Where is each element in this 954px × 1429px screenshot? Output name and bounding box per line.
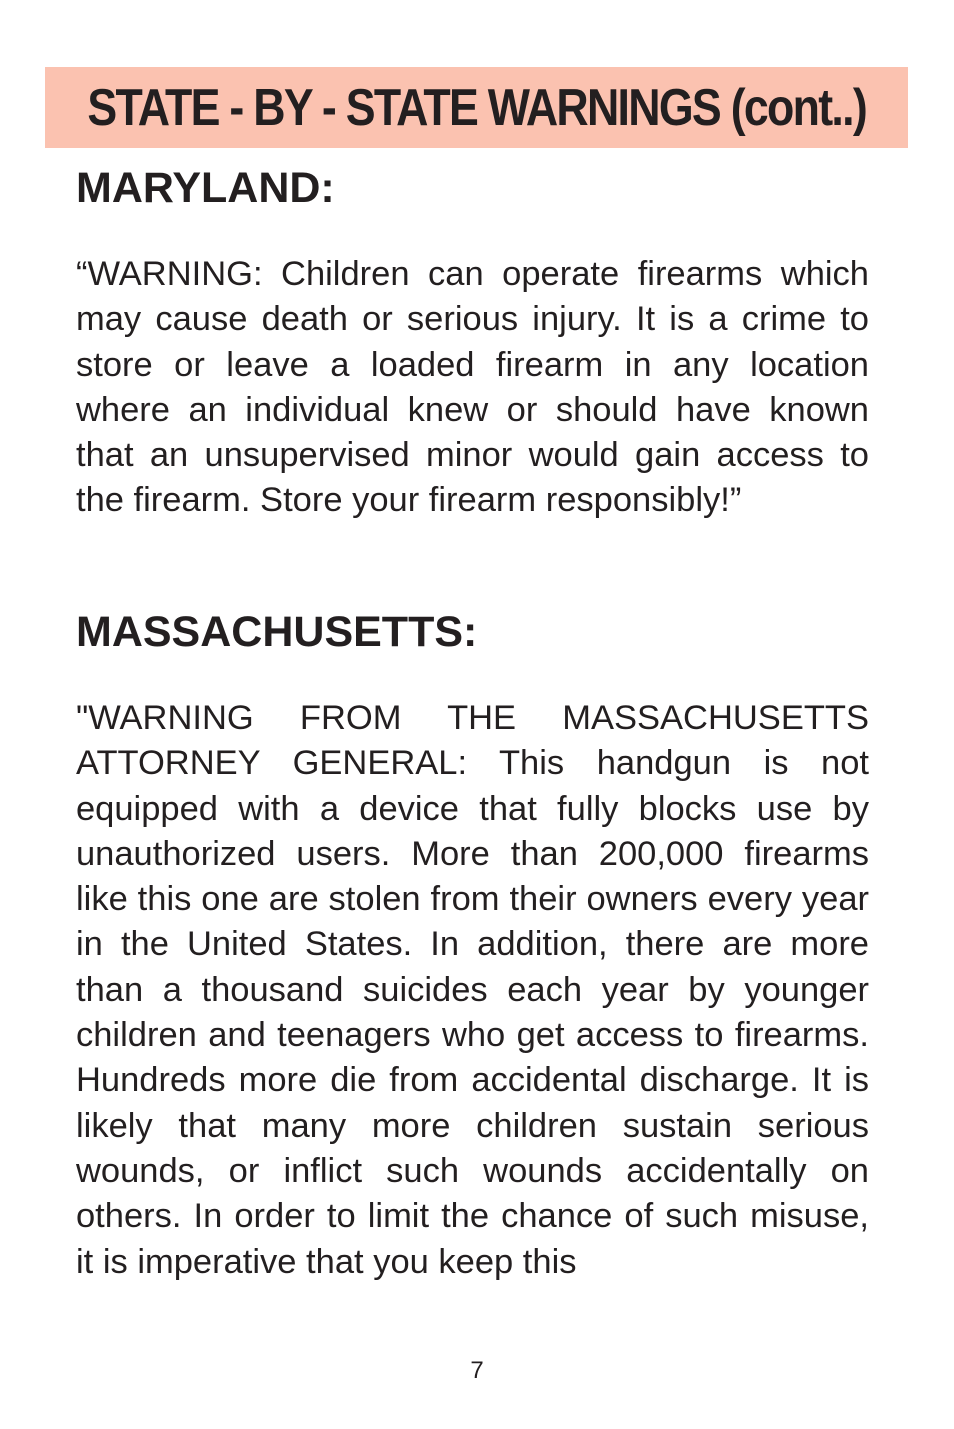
warning-text-massachusetts: "WARNING FROM THE MASSACHUSETTS ATTORNEY GENERAL: This handgun is not equipped with a device that fully blocks use by unauthorized users. More than 200,000 firearms like this one are stolen from their owners every year in the United States. In addition, there are more than a thousand suicides each year by younger children and teenagers who get access to firearms. Hundreds more die from accidental discharge. It is likely that many more children sustain serious wounds, or inflict such wounds accidentally on others. In order to limit the chance of such misuse, it is imperative that you keep this [76,699,869,1281]
header-band [45,67,908,148]
page-number: 7 [470,1357,484,1384]
warning-text-maryland: “WARNING: Children can operate firearms which may cause death or serious injury. It is a crime to store or leave a loaded firearm in any location where an individual knew or should have known that an unsupervised minor would gain access to the firearm. Store your firearm responsibly!” [76,255,869,520]
section-heading-massachusetts: MASSACHUSETTS: [76,608,478,656]
page-title: STATE - BY - STATE WARNINGS (cont..) [87,78,866,137]
section-heading-maryland: MARYLAND: [76,164,335,212]
